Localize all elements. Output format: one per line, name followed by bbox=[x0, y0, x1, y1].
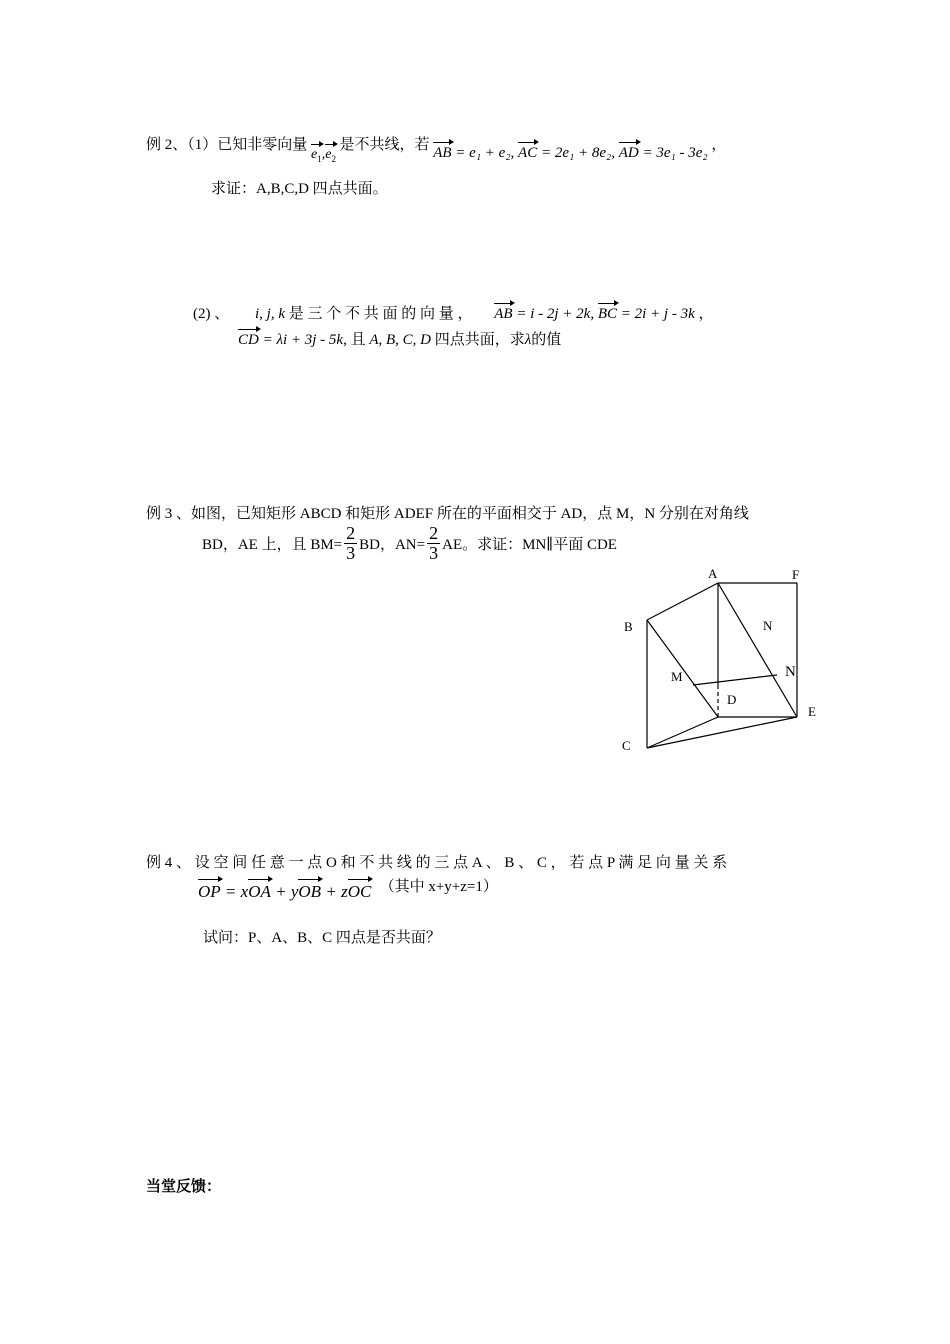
fraction-two-thirds: $\frac{2}{3}$ bbox=[346, 523, 356, 563]
vectors-ijk: i, j, k bbox=[255, 306, 285, 322]
edge-AB bbox=[647, 583, 718, 620]
ex2-part2-ab-bc: AB = i - 2j + 2k, BC = 2i + j - 3k bbox=[494, 306, 695, 322]
ex2-part1-prefix: 例 2、（1）已知非零向量 bbox=[146, 137, 308, 153]
label-D: D bbox=[727, 692, 737, 707]
vector-relations: AB = e₁ + e₂, AC = 2e₁ + 8e₂, AD = 3e₁ - 3e₂ bbox=[433, 145, 708, 161]
label-N: N bbox=[785, 664, 796, 680]
ex2-part2-line1: (2) 、 i, j, k 是 三 个 不 共 面 的 向 量 ， AB = i - 2j + 2k, BC = 2i + j - 3k ， bbox=[193, 306, 714, 322]
fraction-two-thirds: $\frac{2}{3}$ bbox=[429, 523, 439, 563]
edge-CE bbox=[647, 717, 797, 748]
label-N-upper: N bbox=[763, 618, 773, 633]
ex3-line1: 例 3 、如图，已知矩形 ABCD 和矩形 ADEF 所在的平面相交于 AD，点 M，N 分别在对角线 bbox=[146, 506, 749, 522]
label-M: M bbox=[671, 669, 683, 684]
ex2-part1-prove: 求证：A,B,C,D 四点共面。 bbox=[211, 181, 388, 197]
feedback-heading: 当堂反馈： bbox=[146, 1178, 222, 1195]
ex2-part2-line2: CD = λi + 3j - 5k, 且 A, B, C, D 四点共面，求λ的值 bbox=[238, 332, 562, 348]
label-E: E bbox=[808, 704, 816, 719]
ex4-condition: （其中 x+y+z=1） bbox=[379, 879, 498, 895]
vector-e1-e2: $e_1,e_2$ bbox=[311, 147, 336, 164]
ex2-part2-prefix: (2) 、 bbox=[193, 306, 230, 322]
ex4-question: 试问：P、A、B、C 四点是否共面？ bbox=[203, 930, 441, 946]
edge-CD bbox=[647, 717, 718, 748]
label-B: B bbox=[624, 619, 633, 634]
ex4-formula-line bbox=[198, 881, 498, 902]
ex4-line1: 例 4 、 设 空 间 任 意 一 点 O 和 不 共 线 的 三 点 A 、 B 、 C ， 若 点 P 满 足 向 量 关 系 bbox=[146, 855, 728, 871]
ex2-part1-line1: 例 2、（1）已知非零向量 $e_1,e_2$ 是不共线，若 AB = e₁ + e₂, AC = 2e₁ + 8e₂, AD = 3e₁ - 3e₂ ， bbox=[146, 137, 727, 164]
ex2-part1-mid: 是不共线，若 bbox=[339, 137, 430, 153]
label-C: C bbox=[622, 738, 631, 753]
ex4-vector-equation: OP = xOA + yOB + zOC bbox=[198, 882, 372, 901]
label-A: A bbox=[708, 566, 718, 581]
ex2-part2-cd: CD = λi + 3j - 5k, bbox=[238, 332, 347, 348]
segment-MN bbox=[693, 675, 777, 685]
ex3-line2: BD，AE 上，且 BM= $\frac{2}{3}$ BD，AN= $\frac{2}{3}$ AE。求证：MN∥平面 CDE bbox=[202, 523, 617, 563]
ex2-part2-text: 是 三 个 不 共 面 的 向 量 ， bbox=[288, 306, 473, 322]
label-F: F bbox=[792, 567, 800, 582]
